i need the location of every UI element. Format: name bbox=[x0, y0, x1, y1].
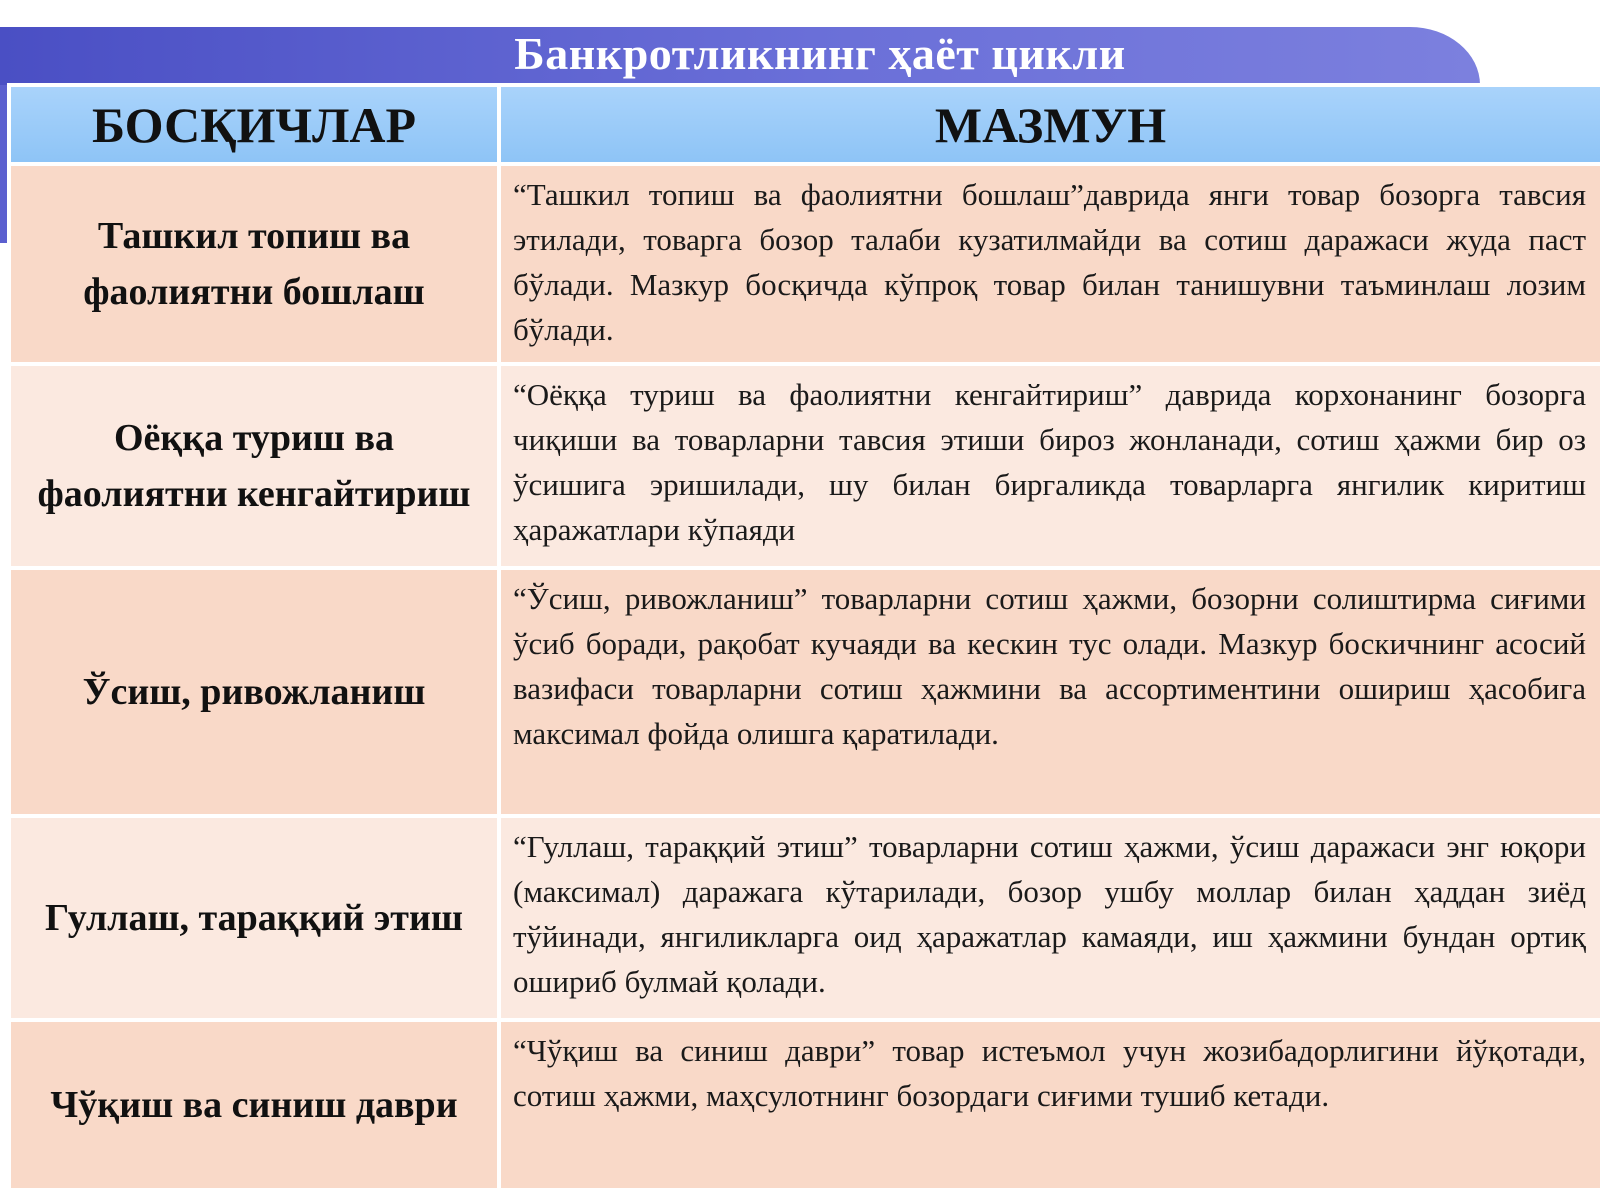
slide-title: Банкротликнинг ҳаёт цикли bbox=[514, 28, 1126, 79]
stage-cell: Ташкил топиш ва фаолиятни бошлаш bbox=[9, 164, 499, 364]
stage-cell: Оёққа туриш ва фаолиятни кенгайтириш bbox=[9, 364, 499, 568]
content-cell bbox=[499, 164, 1600, 364]
content-cell bbox=[499, 568, 1600, 816]
table-row bbox=[9, 816, 1600, 1020]
content-text: “Гуллаш, тараққий этиш” товарларни сотиш ҳажми, ўсиш даражаси энг юқори (максимал) даражага кўтарилади, бозор ушбу моллар билан ҳаддан зиёд тўйинади, янгиликларга оид ҳаражатлар камаяди, иш ҳажмини бундан ортиқ ошириб булмай қолади. bbox=[513, 829, 1586, 999]
table-row bbox=[9, 164, 1600, 364]
table-header-row bbox=[9, 85, 1600, 164]
stages-table bbox=[7, 83, 1600, 1192]
content-text: “Ўсиш, ривожланиш” товарларни сотиш ҳажми, бозорни солиштирма сиғими ўсиб боради, рақобат кучаяди ва кескин тус олади. Мазкур боскичнинг асосий вазифаси товарларни сотиш ҳажмини ва ассортиментини ошириш ҳасобига максимал фойда олишга қаратилади. bbox=[513, 581, 1586, 751]
content-text: “Чўқиш ва синиш даври” товар истеъмол учун жозибадорлигини йўқотади, сотиш ҳажми, маҳсулотнинг бозордаги сиғими тушиб кетади. bbox=[513, 1033, 1586, 1113]
header-stages: БОСҚИЧЛАР bbox=[9, 85, 499, 164]
content-cell bbox=[499, 364, 1600, 568]
content-text: “Оёққа туриш ва фаолиятни кенгайтириш” даврида корхонанинг бозорга чиқиши ва товарларни тавсия этиши бироз жонланади, сотиш ҳажми бир оз ўсишига эришилади, шу билан биргаликда товарларга янгилик киритиш ҳаражатлари кўпаяди bbox=[513, 377, 1586, 547]
stage-cell: Чўқиш ва синиш даври bbox=[9, 1020, 499, 1190]
content-cell bbox=[499, 816, 1600, 1020]
stage-cell: Ўсиш, ривожланиш bbox=[9, 568, 499, 816]
stage-cell: Гуллаш, тараққий этиш bbox=[9, 816, 499, 1020]
table-row bbox=[9, 1020, 1600, 1190]
header-content: МАЗМУН bbox=[499, 85, 1600, 164]
content-cell bbox=[499, 1020, 1600, 1190]
content-text: “Ташкил топиш ва фаолиятни бошлаш”даврида янги товар бозорга тавсия этилади, товарга бозор талаби кузатилмайди ва сотиш даражаси жуда паст бўлади. Мазкур босқичда кўпроқ товар билан танишувни таъминлаш лозим бўлади. bbox=[513, 177, 1586, 347]
table-row bbox=[9, 364, 1600, 568]
left-accent-bar bbox=[0, 85, 7, 243]
table-row bbox=[9, 568, 1600, 816]
